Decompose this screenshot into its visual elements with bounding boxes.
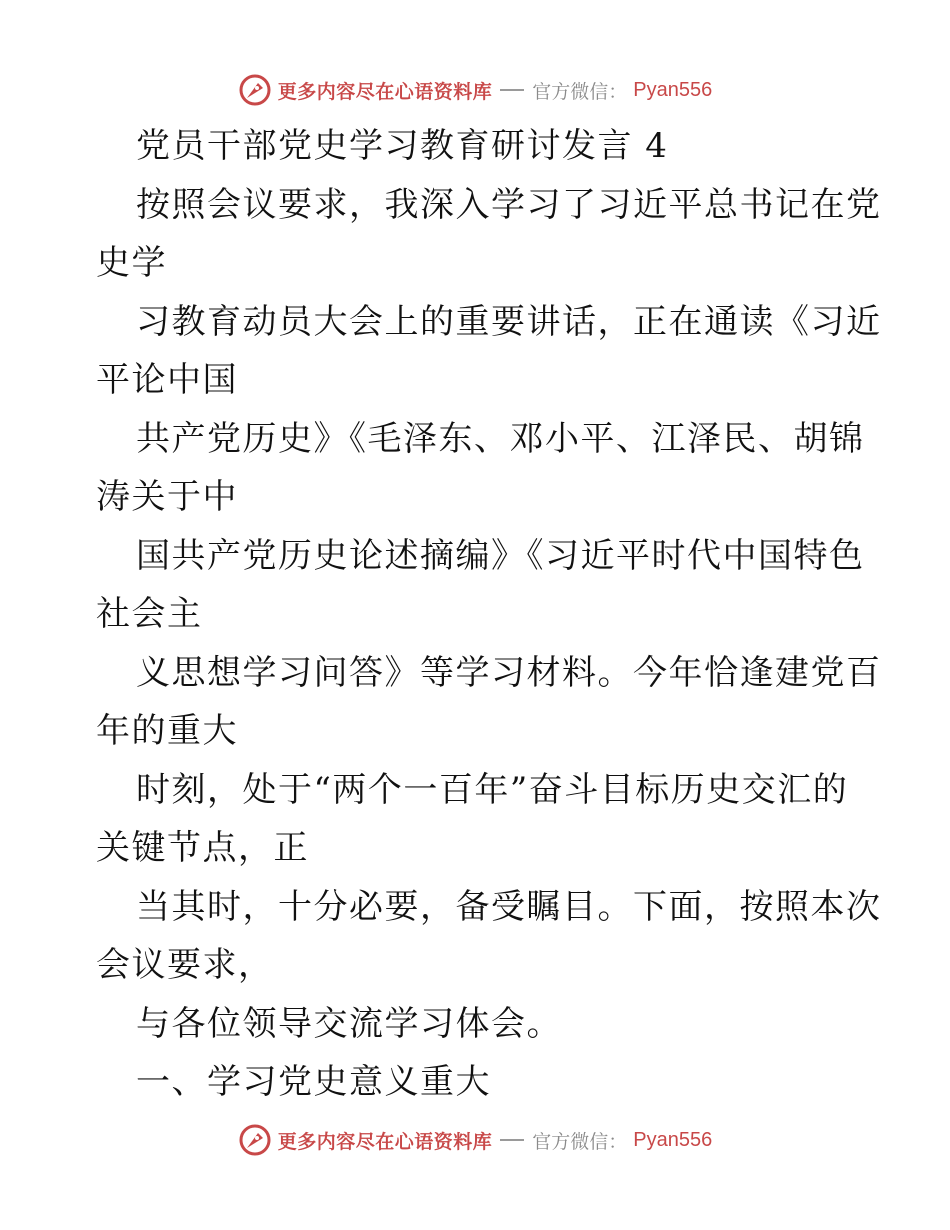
- text-line: 当其时，十分必要，备受瞩目。下面，按照本次: [136, 886, 882, 927]
- pen-nib-logo-icon: [238, 73, 272, 107]
- text-line: 党员干部党史学习教育研讨发言 4: [136, 126, 669, 166]
- footer-watermark: [0, 1120, 950, 1160]
- text-line: 义思想学习问答》等学习材料。今年恰逢建党百: [136, 652, 882, 693]
- watermark-site-text: 更多内容尽在心语资料库: [277, 80, 493, 103]
- watermark-contact-label: 官方微信：: [532, 1130, 628, 1153]
- watermark-contact-id: Pyan556: [633, 1128, 713, 1151]
- text-line: 社会主: [96, 594, 203, 634]
- text-line: 时刻，处于“两个一百年”奋斗目标历史交汇的: [136, 769, 849, 810]
- text-line: 关键节点，正: [96, 828, 309, 868]
- text-line: 按照会议要求，我深入学习了习近平总书记在党: [136, 184, 882, 225]
- watermark-contact-label: 官方微信：: [532, 80, 628, 103]
- watermark-contact-id: Pyan556: [633, 78, 713, 101]
- document-body: [96, 117, 882, 1112]
- text-line: 涛关于中: [96, 477, 238, 517]
- text-line: 国共产党历史论述摘编》《习近平时代中国特色: [136, 535, 865, 576]
- watermark-dash: [500, 89, 524, 91]
- pen-nib-logo-icon: [238, 1123, 272, 1157]
- text-line: 习教育动员大会上的重要讲话，正在通读《习近: [136, 301, 882, 342]
- text-line: 共产党历史》《毛泽东、邓小平、江泽民、胡锦: [136, 418, 865, 459]
- header-watermark: [0, 70, 950, 110]
- text-line: 年的重大: [96, 711, 238, 751]
- watermark-site-text: 更多内容尽在心语资料库: [277, 1130, 493, 1153]
- text-line: 平论中国: [96, 360, 238, 400]
- text-line: 与各位领导交流学习体会。: [136, 1003, 562, 1044]
- text-line: 会议要求，: [96, 945, 274, 985]
- text-line: 一、学习党史意义重大: [136, 1062, 491, 1102]
- watermark-dash: [500, 1139, 524, 1141]
- text-line: 史学: [96, 243, 167, 283]
